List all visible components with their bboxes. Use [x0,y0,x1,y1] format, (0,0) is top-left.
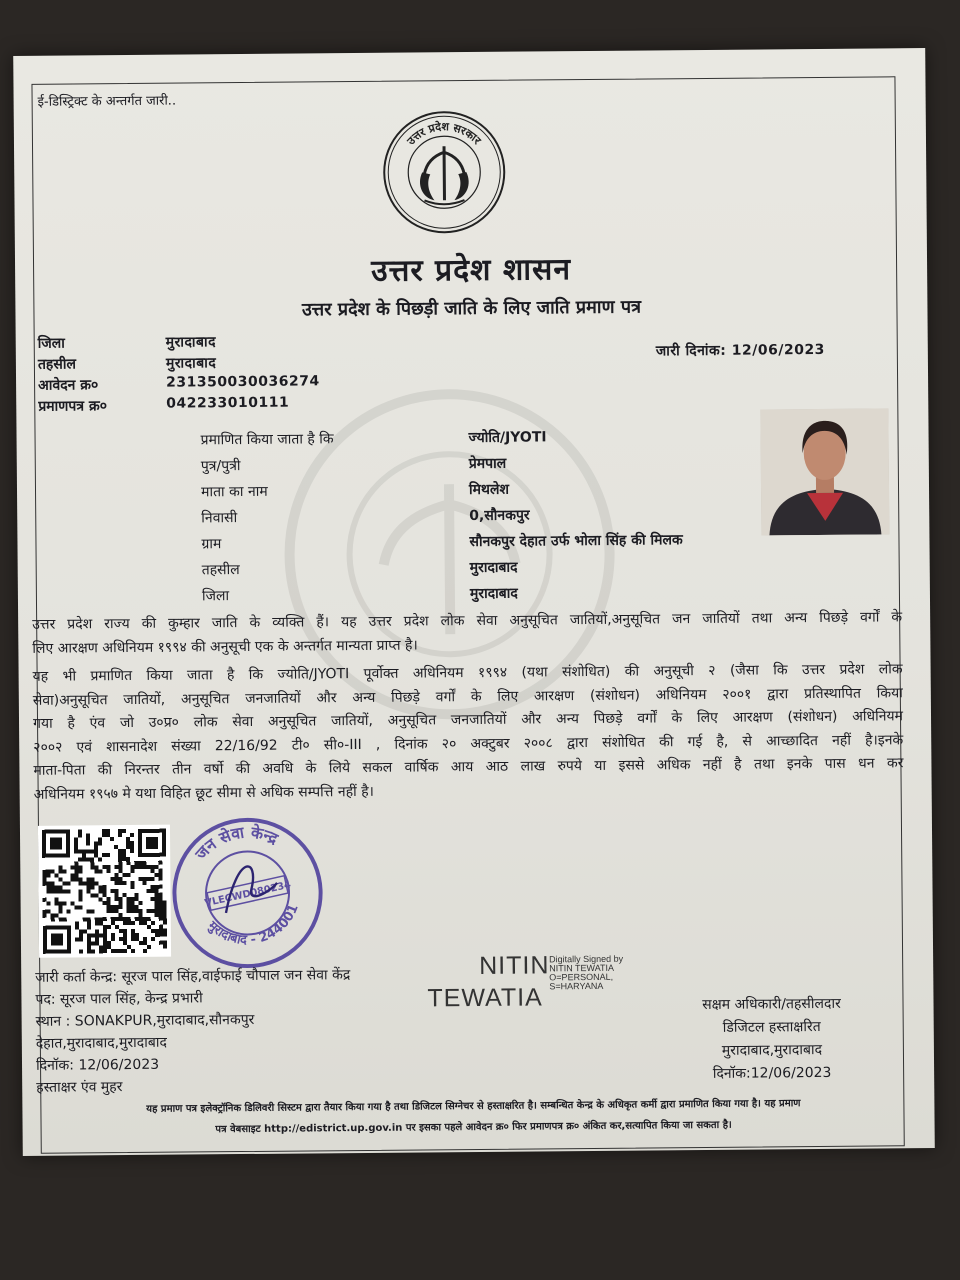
field-mother-value: मिथलेश [468,481,510,499]
certificate-paper [13,48,935,1156]
field-resident-label: निवासी [201,510,238,527]
caste-paragraph-line: लिए आरक्षण अधिनियम १९९४ की अनुसूची एक के अन्तर्गत मान्यता प्राप्त है। [32,636,418,657]
field-certified-value: ज्योति/JYOTI [468,429,547,447]
certificate-title: उत्तर प्रदेश शासन [371,252,572,289]
issue-date: जारी दिनांक: 12/06/2023 [655,341,825,360]
e-district-note: ई-डिस्ट्रिक्ट के अन्तर्गत जारी.. [37,93,177,110]
authority-place: मुरादाबाद,मुरादाबाद [721,1041,823,1059]
emblem-text: उत्तर प्रदेश सरकार [404,120,484,148]
up-government-emblem [380,108,509,237]
meta-application-no-value: 231350030036274 [166,373,320,391]
issuer-sign-seal: हस्ताक्षर एंव मुहर [36,1079,123,1096]
digital-signature-detail-line: O=PERSONAL, [549,971,614,983]
meta-application-no-label: आवेदन क्र० [38,377,99,394]
field-resident-value: 0,सौनकपुर [469,507,530,525]
issuer-place-line2: देहात,मुरादाबाद,मुरादाबाद [35,1034,167,1052]
issuer-place: स्थान : SONAKPUR,मुरादाबाद,सौनकपुर [35,1011,255,1030]
eligibility-paragraph-line: अधिनियम १९५७ मे यथा विहित छूट सीमा से अधिक सम्पत्ति नहीं है। [33,783,374,803]
field-mother-label: माता का नाम [200,483,268,501]
digital-signature-detail-line: S=HARYANA [549,980,604,992]
qr-code[interactable] [38,825,171,958]
eligibility-paragraph-line: सेवा)अनुसूचित जातियों, अनुसूचित जनजातियों और अन्य पिछड़े वर्गों के लिए आरक्षण (संशोधन) अधिनियम २००१ द्वारा प्रतिस्थापित किया [32,684,903,709]
meta-certificate-no-value: 042233010111 [166,394,290,412]
field-certified-label: प्रमाणित किया जाता है कि [200,431,334,449]
caste-paragraph-line: उत्तर प्रदेश राज्य की कुम्हार जाति के व्यक्ति हैं। यह उत्तर प्रदेश लोक सेवा अनुसूचित जातियों,अनुसूचित जन जातियों तथा अन्य पिछड़े वर्गों के [32,609,903,633]
eligibility-paragraph-line: गया है एंव जो उ०प्र० लोक सेवा अनुसूचित जातियों, अनुसूचित जनजातियों और अन्य पिछड़े वर्गों के लिए आरक्षण (संशोधन) अधिनियम [32,708,904,732]
issuer-date: दिनॉक: 12/06/2023 [35,1056,160,1074]
field-tehsil-value: मुरादाबाद [469,559,518,577]
footer-line: पत्र वेबसाइट http://edistrict.up.gov.in पर इसका पहले आवेदन क्र० फिर प्रमाणपत्र क्र० अंकित कर,सत्यापित किया जा सकता है। [215,1119,732,1136]
meta-district-label: जिला [37,335,65,352]
eligibility-paragraph [33,658,904,807]
authority-block [661,992,882,1086]
footer-note [36,1092,910,1142]
field-district-value: मुरादाबाद [469,585,518,603]
meta-tehsil-value: मुरादाबाद [165,355,217,372]
authority-title: सक्षम अधिकारी/तहसीलदार [702,995,841,1014]
eligibility-paragraph-line: २००२ एवं शासनादेश संख्या 22/16/92 टी० सी०-III , दिनांक २० अक्टुबर २००८ द्वारा संशोधित की गई है, से आच्छादित नहीं है।इनके [33,731,904,756]
certificate-subtitle: उत्तर प्रदेश के पिछड़ी जाति के लिए जाति प्रमाण पत्र [301,296,642,321]
stamp-top-text: जन सेवा केन्द्र [191,822,281,864]
field-child-of-label: पुत्र/पुत्री [200,458,241,475]
digital-signature-detail-line: NITIN TEWATIA [549,962,615,974]
eligibility-paragraph-line: माता-पिता की निरन्तर तीन वर्षो की अवधि के लिये सकल वार्षिक आय आठ लाख रुपये या इससे अधिक नहीं है तथा इनके पास धन कर [33,755,904,779]
meta-certificate-no-label: प्रमाणपत्र क्र० [38,398,108,415]
caste-paragraph [32,606,902,661]
issuer-centre: जारी कर्ता केन्द्र: सूरज पाल सिंह,वाईफाई चौपाल जन सेवा केंद्र [35,967,351,986]
digital-signature-detail-line: Digitally Signed by [549,953,624,965]
eligibility-paragraph-line: यह भी प्रमाणित किया जाता है कि ज्योति/JYOTI पूर्वोक्त अधिनियम १९९४ (यथा संशोधित) की अनुसूची २ (जैसा कि उत्तर प्रदेश लोक [32,661,903,685]
digital-signature-details [549,955,623,992]
applicant-photo [760,408,889,535]
digital-signer-first-name: NITIN [479,951,550,980]
issuer-designation: पद: सूरज पाल सिंह, केन्द्र प्रभारी [35,990,203,1008]
meta-district-value: मुरादाबाद [165,334,217,351]
stamp-bottom-text: मुरादाबाद - 244001 [204,902,302,948]
field-tehsil-label: तहसील [201,562,240,579]
field-district-label: जिला [201,588,230,605]
meta-tehsil-label: तहसील [37,356,76,373]
stamp-middle-text: VLECWD080234 [203,879,293,910]
field-village-label: ग्राम [201,536,222,553]
footer-line: यह प्रमाण पत्र इलेक्ट्रॉनिक डिलिवरी सिस्टम द्वारा तैयार किया गया है तथा डिजिटल सिग्नेचर से हस्ताक्षरित है। सम्बन्धित केन्द्र के अधिकृत कर्मी द्वारा प्रमाणित किया गया है। यह प्रमाण [146,1098,801,1115]
seva-kendra-stamp [168,813,327,972]
field-child-of-value: प्रेमपाल [468,455,507,473]
digital-signer-last-name: TEWATIA [427,983,543,1013]
authority-date: दिनॉक:12/06/2023 [712,1064,832,1082]
field-village-value: सौनकपुर देहात उर्फ भोला सिंह की मिलक [469,532,683,551]
authority-digital-signed: डिजिटल हस्ताक्षरित [722,1018,821,1036]
